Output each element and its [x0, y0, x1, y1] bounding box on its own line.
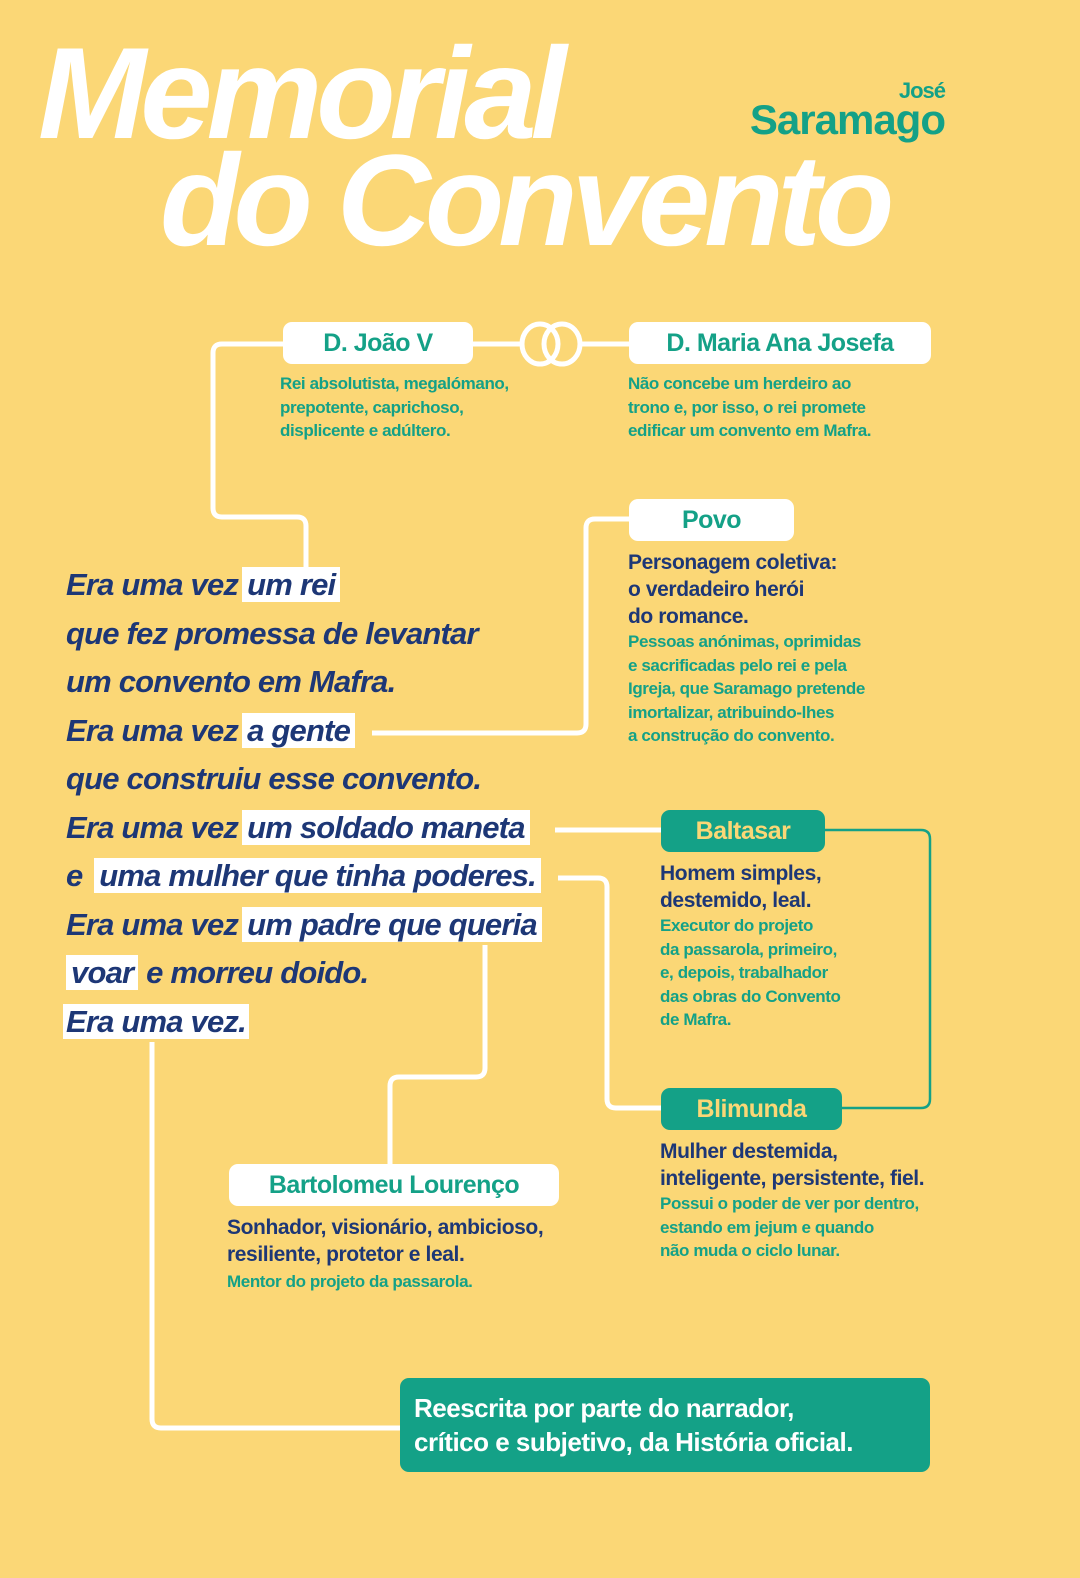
baltasar-description: Executor do projeto da passarola, primeiro, e, depois, trabalhador das obras do Convento de Mafra.: [660, 916, 841, 1029]
author-first-name: José: [898, 78, 945, 103]
highlight-mulher: uma mulher que tinha poderes.: [94, 858, 541, 893]
author-last-name: Saramago: [749, 96, 945, 143]
blimunda-label: Blimunda: [661, 1088, 842, 1130]
bartolomeu-label: Bartolomeu Lourenço: [229, 1164, 559, 1206]
title-line-2: do Convento: [160, 127, 889, 273]
bartolomeu-main: Sonhador, visionário, ambicioso, resiliente, protetor e leal.: [227, 1216, 544, 1266]
highlight-padre: um padre que queria: [242, 907, 542, 942]
highlight-soldado: um soldado maneta: [242, 810, 530, 845]
baltasar-main: Homem simples, destemido, leal.: [660, 862, 822, 912]
highlight-era-uma-vez: Era uma vez.: [63, 1004, 249, 1039]
joao-label: D. João V: [283, 322, 473, 364]
story-text: Era uma vez um rei que fez promessa de levantar um convento em Mafra. Era uma vez a gente que construiu esse convento. Era uma vez um soldado maneta e uma mulher que tinha poderes. Era uma vez um padre que queria voar e morreu doido. Era uma vez.: [66, 562, 542, 1047]
conclusion-box: Reescrita por parte do narrador, crítico e subjetivo, da História oficial.: [400, 1378, 930, 1472]
povo-label: Povo: [629, 499, 794, 541]
joao-description: Rei absolutista, megalómano, prepotente, caprichoso, displicente e adúltero.: [280, 374, 509, 440]
maria-description: Não concebe um herdeiro ao trono e, por isso, o rei promete edificar um convento em Mafra.: [628, 374, 872, 440]
maria-label: D. Maria Ana Josefa: [629, 322, 931, 364]
highlight-voar: voar: [66, 955, 138, 990]
bartolomeu-description: Mentor do projeto da passarola.: [227, 1272, 473, 1291]
blimunda-main: Mulher destemida, inteligente, persistente, fiel.: [660, 1140, 925, 1190]
baltasar-label: Baltasar: [661, 810, 825, 852]
povo-main: Personagem coletiva: o verdadeiro herói do romance.: [628, 551, 838, 628]
blimunda-description: Possui o poder de ver por dentro, estando em jejum e quando não muda o ciclo lunar.: [660, 1194, 919, 1260]
povo-description: Pessoas anónimas, oprimidas e sacrificadas pelo rei e pela Igreja, que Saramago pretende imortalizar, atribuindo-lhes a construção do convento.: [628, 632, 865, 745]
title-line-1: Memorial: [38, 20, 561, 166]
highlight-rei: um rei: [242, 567, 340, 602]
highlight-gente: a gente: [242, 713, 355, 748]
